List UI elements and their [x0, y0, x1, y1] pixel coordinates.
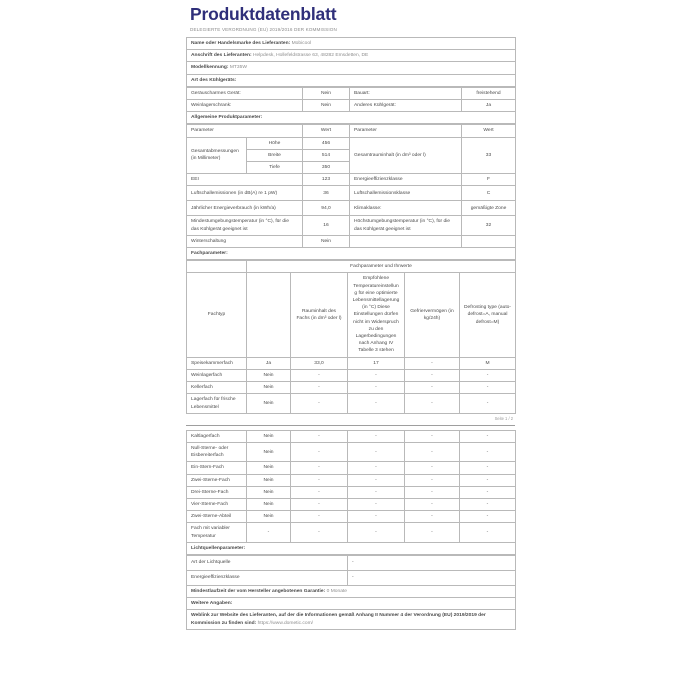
table-row: [187, 137, 516, 149]
compartment-defrost-header: Defrosting type (auto-defrost=A, manual defrost=M): [460, 273, 516, 357]
compartment-temperature: 17: [348, 357, 405, 369]
compartment-temperature: -: [348, 498, 405, 510]
compartment-volume: 33,0: [291, 357, 348, 369]
compartment-label: Vier-Sterne-Fach: [187, 498, 247, 510]
table-row: [187, 498, 516, 510]
compartment-temperature: -: [348, 430, 405, 442]
weblink-value[interactable]: https://www.dometic.com/: [257, 620, 314, 626]
compartment-type-header: Fachtyp: [187, 273, 247, 357]
design-value: freistehend: [462, 87, 516, 99]
table-row: [187, 430, 516, 442]
low-noise-label: Geräuscharmes Gerät:: [187, 87, 303, 99]
table-row: [187, 555, 516, 570]
compartment-temperature-header: Empfohlene Temperatureinstellung für eine optimierte Lebensmittellagerung (in °C) Diese Einstellungen dürfen nicht im Widerspruch zu den Lagerbedingungen nach Anhang IV Tabelle 3 stehen: [348, 273, 405, 357]
compartment-present: Nein: [247, 474, 291, 486]
height-label: Höhe: [247, 137, 303, 149]
compartment-volume: -: [291, 462, 348, 474]
table-row: [187, 235, 516, 247]
compartment-temperature: -: [348, 442, 405, 461]
appliance-type-section-header: Art des Kühlgeräts:: [187, 74, 516, 86]
appliance-type-table: [186, 87, 516, 125]
total-volume-label: Gesamtrauminhalt (in dm³ oder l): [350, 137, 462, 174]
regulation-subtitle: DELEGIERTE VERORDNUNG (EU) 2019/2016 DER KOMMISSION: [190, 27, 337, 32]
supplier-name-value: Mobicool: [291, 41, 312, 46]
compartment-freezing: -: [405, 382, 460, 394]
compartment-table-page1: [186, 260, 516, 413]
noise-value: 36: [303, 186, 350, 201]
compartment-label: Drei-Sterne-Fach: [187, 486, 247, 498]
light-source-table: [186, 555, 516, 630]
general-parameters-section-header: Allgemeine Produktparameter:: [187, 112, 516, 124]
compartment-temperature: -: [348, 474, 405, 486]
param-header-2: Parameter: [350, 125, 462, 137]
table-row: [187, 87, 516, 99]
table-row: [187, 610, 516, 629]
value-header-2: Wert: [462, 125, 516, 137]
compartment-corner-cell: [187, 261, 247, 273]
supplier-name-label: Name oder Handelsmarke des Lieferanten:: [191, 41, 291, 46]
energy-class-value: F: [462, 174, 516, 186]
table-row: [187, 598, 516, 610]
compartment-label: Zwei-Sterne-Fach: [187, 474, 247, 486]
compartment-present: Nein: [247, 369, 291, 381]
warranty-cell: [187, 585, 516, 597]
compartment-defrost: -: [460, 382, 516, 394]
param-header-1: Parameter: [187, 125, 303, 137]
compartment-volume: -: [291, 369, 348, 381]
energy-class-label: Energieeffizienzklasse: [350, 174, 462, 186]
weblink-cell: [187, 610, 516, 629]
table-row: [187, 216, 516, 235]
compartment-parameters-section-header: Fachparameter:: [187, 248, 516, 260]
page-marker: Seite 1 / 2: [494, 415, 513, 421]
light-type-label: Art der Lichtquelle: [187, 555, 348, 570]
compartment-freezing: -: [405, 474, 460, 486]
compartment-defrost: -: [460, 486, 516, 498]
supplier-table: [186, 37, 516, 87]
compartment-freezing: -: [405, 357, 460, 369]
other-appliance-label: Anderes Kühlgerät:: [350, 100, 462, 112]
further-info-section-header: Weitere Angaben:: [187, 598, 516, 610]
compartment-volume: -: [291, 511, 348, 523]
winter-setting-value: Nein: [303, 235, 350, 247]
height-value: 456: [303, 137, 350, 149]
compartment-label: Kaltlagerfach: [187, 430, 247, 442]
noise-class-label: Luftschallemissionsklasse: [350, 186, 462, 201]
compartment-freezing: -: [405, 462, 460, 474]
max-temp-value: 32: [462, 216, 516, 235]
warranty-label: Mindestlaufzeit der vom Hersteller angebotenen Garantie:: [191, 588, 326, 594]
table-row: [187, 201, 516, 216]
compartment-volume: -: [291, 474, 348, 486]
compartment-temperature: -: [348, 523, 405, 542]
table-row: [187, 369, 516, 381]
datasheet-sheet: [186, 0, 515, 630]
supplier-address-cell: [187, 50, 516, 62]
eei-label: EEI: [187, 174, 303, 186]
compartment-freezing: -: [405, 523, 460, 542]
compartment-volume: -: [291, 486, 348, 498]
table-row: [187, 570, 516, 585]
table-row: [187, 174, 516, 186]
compartment-defrost: -: [460, 442, 516, 461]
compartment-group-header: Fachparameter und Ihrwerte: [247, 261, 516, 273]
winter-empty-1: [350, 235, 462, 247]
compartment-present: Nein: [247, 430, 291, 442]
table-row: [187, 125, 516, 137]
compartment-freezing: -: [405, 486, 460, 498]
noise-class-value: C: [462, 186, 516, 201]
table-row: [187, 62, 516, 74]
compartment-freezing: -: [405, 511, 460, 523]
supplier-address-value: Helpdesk, Hollefeldstrasse 63, 48282 Emsdetten, DE: [252, 53, 369, 59]
compartment-present: Ja: [247, 357, 291, 369]
winter-setting-label: Winterschaltung: [187, 235, 303, 247]
compartment-volume: -: [291, 394, 348, 413]
warranty-value: 0 Monate: [326, 588, 348, 594]
compartment-freezing: -: [405, 430, 460, 442]
light-type-value: -: [348, 555, 516, 570]
compartment-defrost: -: [460, 511, 516, 523]
other-appliance-value: Ja: [462, 100, 516, 112]
supplier-address-label: Anschrift des Lieferanten:: [191, 53, 252, 59]
compartment-defrost: M: [460, 357, 516, 369]
compartment-label: Zwei-Sterne-Abteil: [187, 511, 247, 523]
page-title: Produktdatenblatt: [190, 4, 337, 24]
compartment-defrost: -: [460, 474, 516, 486]
compartment-label: Lagerfach für frische Lebensmittel: [187, 394, 247, 413]
light-class-value: -: [348, 570, 516, 585]
table-row: [187, 442, 516, 461]
compartment-defrost: -: [460, 498, 516, 510]
climate-class-label: Klimaklasse:: [350, 201, 462, 216]
compartment-volume: -: [291, 382, 348, 394]
compartment-temperature: -: [348, 511, 405, 523]
table-row: [187, 261, 516, 273]
noise-label: Luftschallemissionen (in dB(A) re 1 pW): [187, 186, 303, 201]
compartment-freezing: -: [405, 394, 460, 413]
value-header-1: Wert: [303, 125, 350, 137]
compartment-label: Fach mit variabler Temperatur: [187, 523, 247, 542]
climate-class-value: gemäßigte Zone: [462, 201, 516, 216]
compartment-rows-page2: [187, 430, 516, 542]
wine-cabinet-label: Weinlagerschrank:: [187, 100, 303, 112]
table-row: [187, 273, 516, 357]
compartment-present: Nein: [247, 511, 291, 523]
compartment-defrost: -: [460, 394, 516, 413]
table-row: [187, 382, 516, 394]
eei-value: 123: [303, 174, 350, 186]
compartment-temperature: -: [348, 486, 405, 498]
table-row: [187, 248, 516, 260]
compartment-defrost: -: [460, 369, 516, 381]
compartment-temperature: -: [348, 369, 405, 381]
table-row: [187, 542, 516, 554]
compartment-label: Speisekammerfach: [187, 357, 247, 369]
width-label: Breite: [247, 149, 303, 161]
table-row: [187, 74, 516, 86]
compartment-defrost: -: [460, 462, 516, 474]
table-row: [187, 38, 516, 50]
dimensions-label: Gesamtabmessungen (in Millimeter): [187, 137, 247, 174]
width-value: 514: [303, 149, 350, 161]
compartment-temperature: -: [348, 394, 405, 413]
compartment-defrost: -: [460, 523, 516, 542]
depth-label: Tiefe: [247, 162, 303, 174]
annual-energy-value: 94,0: [303, 201, 350, 216]
annual-energy-label: Jährlicher Energieverbrauch (in kWh/a): [187, 201, 303, 216]
table-row: [187, 523, 516, 542]
compartment-volume: -: [291, 498, 348, 510]
table-row: [187, 112, 516, 124]
compartment-present: Nein: [247, 498, 291, 510]
depth-value: 350: [303, 162, 350, 174]
weblink-label: Weblink zur Website des Lieferanten, auf der die Informationen gemäß Anhang II Nummer 4 der Verordnung (EU) 2019/2019 der Kommission zu finden sind:: [191, 613, 486, 626]
compartment-freezing: -: [405, 442, 460, 461]
model-value: MT35W: [229, 65, 247, 71]
table-row: [187, 100, 516, 112]
compartment-volume: -: [291, 442, 348, 461]
light-class-label: Energieeffizienzklasse: [187, 570, 348, 585]
table-row: [187, 486, 516, 498]
compartment-present: Nein: [247, 462, 291, 474]
table-row: [187, 394, 516, 413]
general-parameters-table: [186, 124, 516, 260]
compartment-rows-page1: [187, 357, 516, 413]
table-row: [187, 462, 516, 474]
compartment-label: Kellerfach: [187, 382, 247, 394]
min-temp-label: Mindestumgebungstemperatur (in °C), für die das Kühlgerät geeignet ist: [187, 216, 303, 235]
max-temp-label: Höchstumgebungstemperatur (in °C), für die das Kühlgerät geeignet ist: [350, 216, 462, 235]
compartment-present: -: [247, 523, 291, 542]
compartment-defrost: -: [460, 430, 516, 442]
compartment-present: Nein: [247, 382, 291, 394]
table-row: [187, 50, 516, 62]
table-row: [187, 511, 516, 523]
design-label: Bauart:: [350, 87, 462, 99]
compartment-volume: -: [291, 430, 348, 442]
table-row: [187, 585, 516, 597]
compartment-table-page2: [186, 430, 516, 555]
compartment-temperature: -: [348, 462, 405, 474]
wine-cabinet-value: Nein: [303, 100, 350, 112]
table-row: [187, 357, 516, 369]
winter-empty-2: [462, 235, 516, 247]
total-volume-value: 33: [462, 137, 516, 174]
compartment-volume: -: [291, 523, 348, 542]
compartment-temperature: -: [348, 382, 405, 394]
low-noise-value: Nein: [303, 87, 350, 99]
compartment-freezing: -: [405, 369, 460, 381]
light-source-section-header: Lichtquellenparameter:: [187, 542, 516, 554]
min-temp-value: 16: [303, 216, 350, 235]
table-row: [187, 186, 516, 201]
page-divider: [186, 425, 515, 426]
compartment-volume-header: Rauminhalt des Fachs (in dm³ oder l): [291, 273, 348, 357]
compartment-freezing-header: Gefriervermögen (in kg/24h): [405, 273, 460, 357]
model-label: Modellkennung:: [191, 65, 229, 71]
compartment-label: Weinlagerfach: [187, 369, 247, 381]
compartment-freezing: -: [405, 498, 460, 510]
compartment-present: Nein: [247, 486, 291, 498]
compartment-label: Ein-Stern-Fach: [187, 462, 247, 474]
compartment-present: Nein: [247, 442, 291, 461]
compartment-present-header: [247, 273, 291, 357]
supplier-name-cell: [187, 38, 516, 50]
model-cell: [187, 62, 516, 74]
compartment-present: Nein: [247, 394, 291, 413]
table-row: [187, 474, 516, 486]
compartment-label: Null-Sterne- oder Eisbereiterfach: [187, 442, 247, 461]
